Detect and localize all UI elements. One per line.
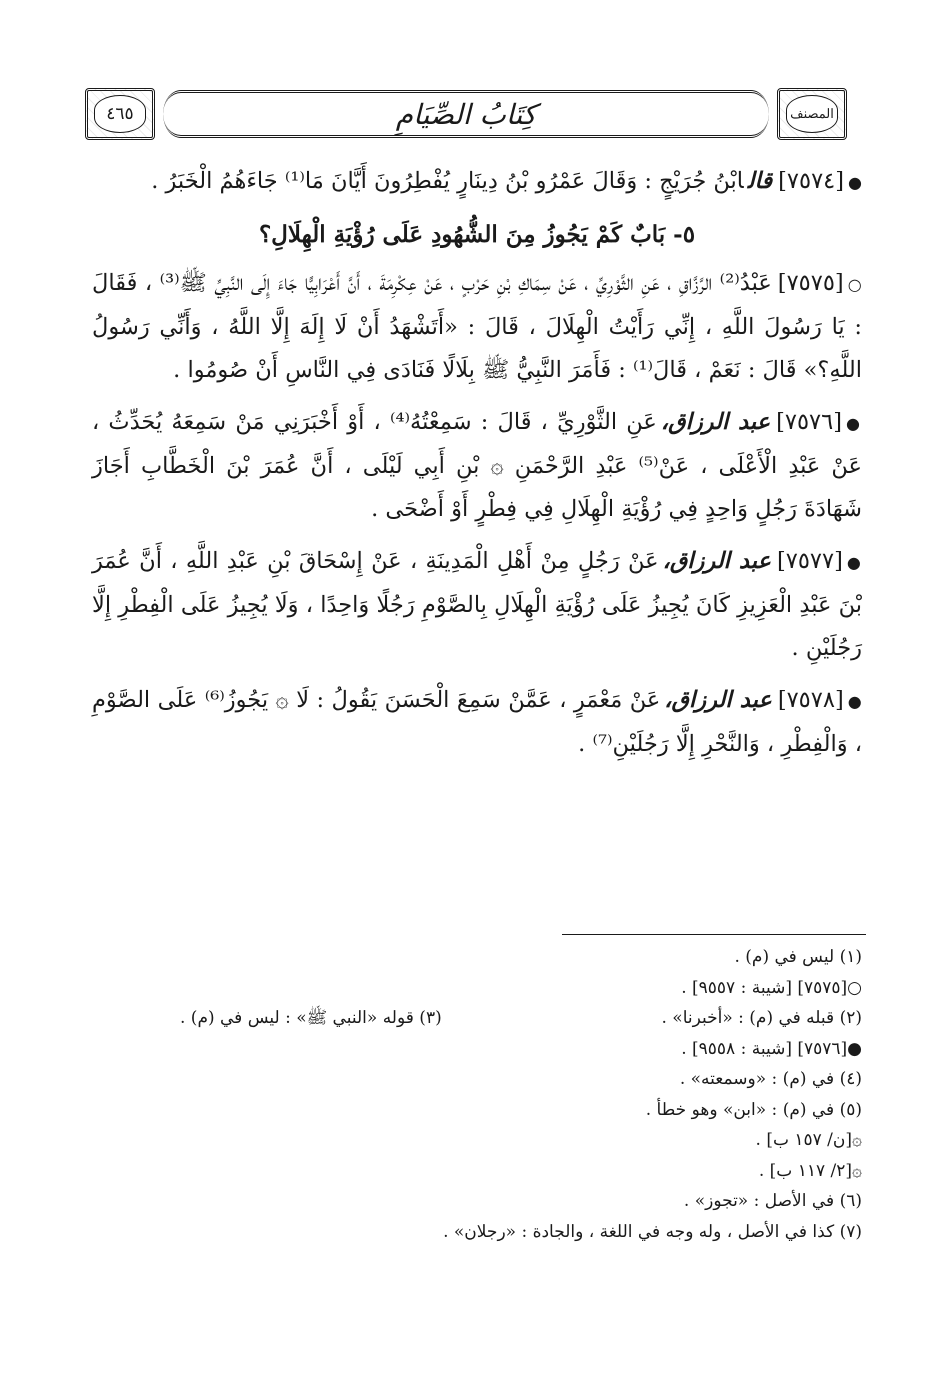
hadith-number: [٧٥٧٦] (776, 409, 842, 435)
chapter-heading: ٥- بَابٌ كَمْ يَجُوزُ مِنَ الشُّهُودِ عَلَى رُؤْيَةِ الْهِلَالِ؟ (258, 221, 696, 248)
footnote-4: (٤) في (م) : «وسمعته» . (679, 1069, 862, 1089)
emblem-logo (777, 88, 847, 140)
hadith-marker: ● (846, 414, 862, 433)
hadith-text: عَبْدُ⁽²⁾ الرَّزَّاقِ ، عَنِ الثَّوْرِيِّ ، عَنْ سِمَاكِ بْنِ حَرْبٍ ، عَنْ عِكْرِمَةَ ، أَنَّ أَعْرَابِيًّا جَاءَ إِلَى النَّبِيِّ ﷺ⁽³⁾ ، فَقَالَ : يَا رَسُولَ اللَّهِ ، إِنِّي رَأَيْتُ الْهِلَالَ ، قَالَ : «أَتَشْهَدُ أَنْ لَا إِلَهَ إِلَّا اللَّهُ ، وَأَنِّي رَسُولُ اللَّهِ؟» قَالَ : نَعَمْ ، قَالَ⁽¹⁾ : فَأَمَرَ النَّبِيُّ ﷺ بِلَالًا فَنَادَى فِي النَّاسِ أَنْ صُومُوا . (92, 270, 862, 383)
hadith-text: عَنْ مَعْمَرٍ ، عَمَّنْ سَمِعَ الْحَسَنَ يَقُولُ : لَا ۞ يَجُوزُ⁽⁶⁾ عَلَى الصَّوْمِ ، وَالْفِطْرِ ، وَالنَّحْرِ إِلَّا رَجُلَيْنِ⁽⁷⁾ . (92, 687, 862, 757)
folio-note-2: ۞[٢/ ١١٧ ب] . (758, 1160, 862, 1181)
footnotes (92, 942, 862, 1247)
hadith-7574 (92, 160, 862, 204)
footnote-6: (٦) في الأصل : «تجوز» . (683, 1191, 862, 1211)
hadith-lead: عبد الرزاق، (662, 548, 771, 574)
footnote-separator (562, 934, 866, 935)
footnote-row-2-3 (92, 1003, 862, 1034)
page-number-ornament (85, 88, 155, 140)
hadith-number: [٧٥٧٧] (776, 548, 843, 574)
hadith-number: [٧٥٧٥] (777, 270, 844, 296)
hadith-7578 (92, 679, 862, 766)
hadith-marker: ● (847, 692, 862, 711)
hadith-marker: ○ (847, 275, 862, 294)
reference-7576: ●[٧٥٧٦] [شيبة : ٩٥٥٨] . (681, 1038, 862, 1059)
hadith-lead: عبد الرزاق، (664, 687, 772, 713)
footnote-1: (١) ليس في (م) . (734, 947, 862, 967)
hadith-text: عَنْ رَجُلٍ مِنْ أَهْلِ الْمَدِينَةِ ، عَنْ إِسْحَاقَ بْنِ عَبْدِ اللَّهِ ، أَنَّ عُمَرَ بْنَ عَبْدِ الْعَزِيزِ كَانَ يُجِيزُ عَلَى رُؤْيَةِ الْهِلَالِ بِالصَّوْمِ رَجُلًا وَاحِدًا ، وَلَا يُجِيزُ عَلَى الْفِطْرِ إِلَّا رَجُلَيْنِ . (92, 548, 862, 661)
emblem-logo-text: المصنف (786, 95, 838, 133)
running-title: كِتَابُ الصِّيَامِ (395, 97, 537, 131)
hadith-7576 (92, 401, 862, 531)
hadith-number: [٧٥٧٨] (777, 687, 844, 713)
hadith-lead: قال (747, 168, 773, 194)
footnote-2: (٢) قبله في (م) : «أخبرنا» . (661, 1008, 862, 1028)
footnote-3: (٣) قوله «النبي ﷺ» : ليس في (م) . (180, 1008, 442, 1028)
hadith-text: عَنِ الثَّوْرِيِّ ، قَالَ : سَمِعْتُهُ⁽⁴⁾ ، أَوْ أَخْبَرَنِي مَنْ سَمِعَهُ يُحَدِّثُ ، عَنْ عَبْدِ الْأَعْلَى ، عَنْ⁽⁵⁾ عَبْدِ الرَّحْمَنِ ۞ بْنِ أَبِي لَيْلَى ، أَنَّ عُمَرَ بْنَ الْخَطَّابِ أَجَازَ شَهَادَةَ رَجُلٍ وَاحِدٍ فِي رُؤْيَةِ الْهِلَالِ فِي فِطْرٍ أَوْ أَضْحَى . (92, 409, 862, 522)
running-title-frame (163, 90, 769, 138)
hadith-7577 (92, 540, 862, 670)
page-header (85, 84, 847, 144)
footnote-5: (٥) في (م) : «ابن» وهو خطأ . (645, 1099, 862, 1120)
hadith-number: [٧٥٧٤] (778, 168, 845, 194)
reference-7575: ○[٧٥٧٥] [شيبة : ٩٥٥٧] . (681, 977, 862, 998)
footnote-7: (٧) كذا في الأصل ، وله وجه في اللغة ، والجادة : «رجلان» . (443, 1221, 862, 1242)
page-number: ٤٦٥ (94, 95, 146, 133)
hadith-7575 (92, 262, 862, 392)
folio-note-1: ۞[ن/ ١٥٧ ب] . (755, 1130, 862, 1150)
hadith-text: ابْنُ جُرَيْجٍ : وَقَالَ عَمْرُو بْنُ دِينَارٍ يُفْطِرُونَ أَيَّانَ مَا⁽¹⁾ جَاءَهُمُ الْخَبَرُ . (151, 168, 744, 194)
hadith-lead: عبد الرزاق، (660, 409, 771, 435)
hadith-marker: ● (846, 553, 862, 572)
hadith-marker: ● (848, 173, 862, 192)
main-text (92, 160, 862, 775)
